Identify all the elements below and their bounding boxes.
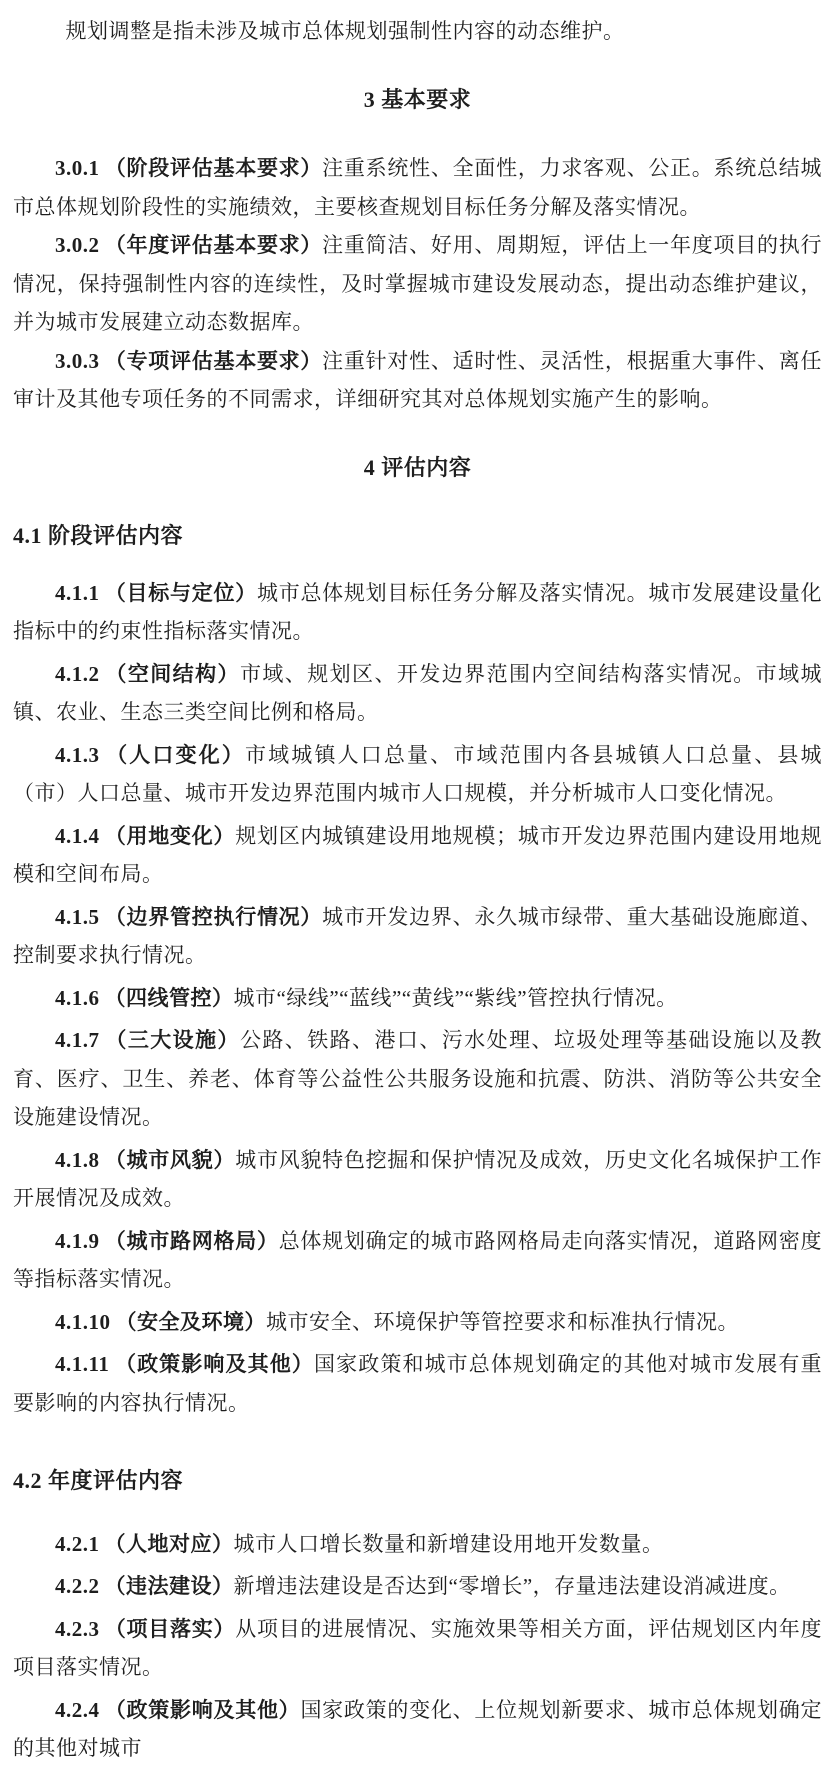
clause-number: 3.0.3: [55, 348, 100, 373]
section-4-1-body: [13, 574, 822, 1423]
clause-title: （城市风貌）: [104, 1147, 236, 1172]
clause-4-2-1: [13, 1525, 822, 1564]
clause-3-0-3: [13, 342, 822, 419]
clause-number: 4.1.5: [55, 904, 100, 929]
lead-paragraph-text: 规划调整是指未涉及城市总体规划强制性内容的动态维护。: [65, 19, 625, 43]
clause-text: 公路、铁路、港口、污水处理、垃圾处理等基础设施以及教育、医疗、卫生、养老、体育等公益性公共服务设施和抗震、防洪、消防等公共安全设施建设情况。: [13, 1028, 822, 1129]
clause-3-0-1: [13, 149, 822, 226]
clause-text: 城市安全、环境保护等管控要求和标准执行情况。: [266, 1309, 739, 1334]
clause-number: 4.2.4: [55, 1697, 100, 1722]
lead-paragraph: [13, 12, 822, 51]
clause-4-2-3: [13, 1610, 822, 1687]
clause-4-2-2: [13, 1567, 822, 1606]
clause-4-1-2: [13, 655, 822, 732]
clause-title: （四线管控）: [104, 985, 234, 1010]
clause-text: 市域城镇人口总量、市域范围内各县城镇人口总量、县城（市）人口总量、城市开发边界范围内城市人口规模，并分析城市人口变化情况。: [13, 742, 822, 805]
clause-number: 4.1.8: [55, 1147, 100, 1172]
clause-title: （阶段评估基本要求）: [104, 156, 323, 180]
clause-number: 4.1.4: [55, 823, 100, 848]
clause-number: 4.1.3: [55, 742, 100, 767]
clause-number: 4.1.2: [55, 661, 100, 686]
clause-text: 国家政策和城市总体规划确定的其他对城市发展有重要影响的内容执行情况。: [13, 1352, 823, 1415]
clause-text: 城市“绿线”“蓝线”“黄线”“紫线”管控执行情况。: [233, 985, 678, 1010]
clause-4-1-8: [13, 1141, 822, 1218]
clause-number: 4.2.2: [55, 1574, 100, 1598]
clause-number: 4.1.7: [55, 1028, 100, 1052]
clause-number: 4.1.6: [55, 985, 100, 1010]
section-4-2-heading: 4.2 年度评估内容: [13, 1468, 184, 1493]
clause-title: （违法建设）: [104, 1574, 234, 1598]
clause-number: 4.1.11: [55, 1352, 110, 1376]
clause-text: 注重针对性、适时性、灵活性，根据重大事件、离任审计及其他专项任务的不同需求，详细研究其对总体规划实施产生的影响。: [13, 348, 823, 411]
clause-title: （项目落实）: [104, 1616, 236, 1641]
clause-number: 4.1.1: [55, 580, 100, 605]
clause-4-2-4: [13, 1691, 822, 1768]
clause-4-1-4: [13, 817, 822, 894]
clause-number: 3.0.1: [55, 156, 100, 180]
clause-text: 市域、规划区、开发边界范围内空间结构落实情况。市域城镇、农业、生态三类空间比例和格局。: [13, 661, 822, 724]
clause-title: （用地变化）: [104, 823, 236, 848]
section-4-1-heading: 4.1 阶段评估内容: [13, 523, 184, 548]
clause-text: 规划区内城镇建设用地规模；城市开发边界范围内建设用地规模和空间布局。: [13, 823, 823, 886]
clause-4-1-7: [13, 1021, 822, 1137]
clause-title: （安全及环境）: [115, 1309, 266, 1334]
clause-title: （边界管控执行情况）: [104, 904, 323, 929]
clause-title: （政策影响及其他）: [104, 1697, 301, 1722]
clause-text: 城市人口增长数量和新增建设用地开发数量。: [233, 1531, 664, 1556]
clause-title: （年度评估基本要求）: [104, 233, 323, 257]
clause-number: 4.2.3: [55, 1616, 100, 1641]
chapter-3-heading: 3 基本要求: [363, 86, 472, 112]
chapter-4-heading: 4 评估内容: [363, 454, 472, 480]
clause-text: 从项目的进展情况、实施效果等相关方面，评估规划区内年度项目落实情况。: [13, 1616, 823, 1679]
clause-4-1-5: [13, 898, 822, 975]
clause-text: 注重简洁、好用、周期短，评估上一年度项目的执行情况，保持强制性内容的连续性，及时掌握城市建设发展动态，提出动态维护建议，并为城市发展建立动态数据库。: [13, 233, 823, 334]
section-4-2-body: [13, 1525, 822, 1768]
clause-text: 国家政策的变化、上位规划新要求、城市总体规划确定的其他对城市: [13, 1697, 823, 1760]
clause-text: 城市总体规划目标任务分解及落实情况。城市发展建设量化指标中的约束性指标落实情况。: [13, 580, 823, 643]
clause-4-1-3: [13, 736, 822, 813]
clause-4-1-11: [13, 1345, 822, 1422]
clause-number: 4.1.10: [55, 1309, 111, 1334]
clause-text: 总体规划确定的城市路网格局走向落实情况，道路网密度等指标落实情况。: [13, 1228, 823, 1291]
clause-title: （城市路网格局）: [104, 1228, 279, 1253]
clause-title: （目标与定位）: [104, 580, 257, 605]
clause-4-1-6: [13, 979, 822, 1018]
clause-4-1-1: [13, 574, 822, 651]
clause-title: （专项评估基本要求）: [104, 348, 323, 373]
clause-title: （政策影响及其他）: [114, 1352, 314, 1376]
clause-title: （人地对应）: [104, 1531, 234, 1556]
clause-3-0-2: [13, 226, 822, 342]
clause-number: 4.2.1: [55, 1531, 100, 1556]
clause-4-1-10: [13, 1303, 822, 1342]
clause-number: 4.1.9: [55, 1228, 100, 1253]
clause-text: 城市开发边界、永久城市绿带、重大基础设施廊道、控制要求执行情况。: [13, 904, 823, 967]
clause-text: 城市风貌特色挖掘和保护情况及成效，历史文化名城保护工作开展情况及成效。: [13, 1147, 823, 1210]
clause-4-1-9: [13, 1222, 822, 1299]
clause-title: （空间结构）: [104, 661, 240, 686]
clause-title: （人口变化）: [104, 742, 246, 767]
clause-number: 3.0.2: [55, 233, 100, 257]
clause-text: 注重系统性、全面性，力求客观、公正。系统总结城市总体规划阶段性的实施绩效，主要核查规划目标任务分解及落实情况。: [13, 156, 823, 219]
clause-title: （三大设施）: [104, 1028, 240, 1052]
clause-text: 新增违法建设是否达到“零增长”，存量违法建设消减进度。: [233, 1574, 791, 1598]
